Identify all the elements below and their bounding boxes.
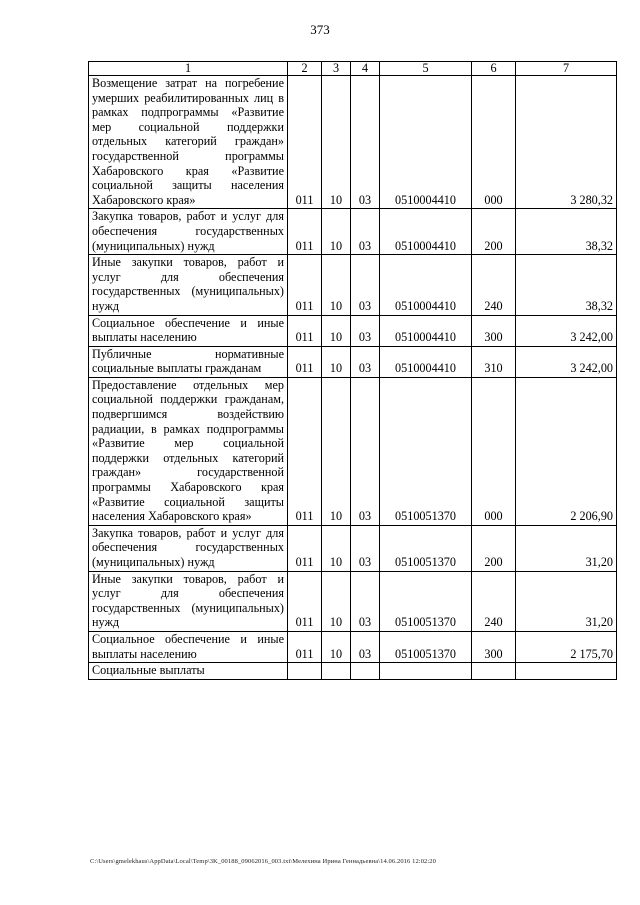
- cell-expense-type: 240: [472, 255, 516, 315]
- budget-table: [88, 61, 617, 680]
- table-row: [89, 209, 617, 255]
- cell-expense-type: [472, 663, 516, 680]
- cell-section-code: 10: [322, 377, 351, 525]
- cell-target-article: 0510051370: [380, 631, 472, 662]
- cell-target-article: 0510051370: [380, 377, 472, 525]
- column-header: 2: [288, 62, 322, 76]
- row-description: Социальное обеспечение и иные выплаты населению: [89, 631, 288, 662]
- cell-section-code: 10: [322, 209, 351, 255]
- cell-subsection-code: 03: [351, 255, 380, 315]
- column-header: 5: [380, 62, 472, 76]
- cell-subsection-code: 03: [351, 631, 380, 662]
- cell-target-article: 0510004410: [380, 76, 472, 209]
- column-header: 7: [516, 62, 617, 76]
- cell-expense-type: 240: [472, 571, 516, 631]
- column-header: 6: [472, 62, 516, 76]
- cell-amount: [516, 663, 617, 680]
- cell-expense-type: 310: [472, 346, 516, 377]
- cell-amount: 2 206,90: [516, 377, 617, 525]
- cell-ministry-code: 011: [288, 571, 322, 631]
- cell-section-code: [322, 663, 351, 680]
- cell-target-article: 0510004410: [380, 255, 472, 315]
- cell-ministry-code: 011: [288, 76, 322, 209]
- cell-subsection-code: 03: [351, 377, 380, 525]
- cell-ministry-code: 011: [288, 525, 322, 571]
- cell-ministry-code: 011: [288, 346, 322, 377]
- row-description: Предоставление отдельных мер социальной поддержки гражданам, подвергшимся воздействию радиации, в рамках подпрограммы «Развитие мер социальной поддержки отдельных категорий граждан» государственной программы Хабаровского края «Развитие социальной защиты населения Хабаровского края»: [89, 377, 288, 525]
- page-number: 373: [310, 22, 330, 37]
- cell-ministry-code: 011: [288, 315, 322, 346]
- cell-section-code: 10: [322, 315, 351, 346]
- cell-expense-type: 300: [472, 315, 516, 346]
- column-header: 1: [89, 62, 288, 76]
- cell-expense-type: 000: [472, 76, 516, 209]
- table-row: [89, 571, 617, 631]
- row-description: Иные закупки товаров, работ и услуг для обеспечения государственных (муниципальных) нужд: [89, 571, 288, 631]
- row-description: Закупка товаров, работ и услуг для обеспечения государственных (муниципальных) нужд: [89, 209, 288, 255]
- row-description: Закупка товаров, работ и услуг для обеспечения государственных (муниципальных) нужд: [89, 525, 288, 571]
- cell-section-code: 10: [322, 571, 351, 631]
- column-header: 3: [322, 62, 351, 76]
- cell-section-code: 10: [322, 346, 351, 377]
- cell-ministry-code: 011: [288, 209, 322, 255]
- cell-target-article: 0510051370: [380, 571, 472, 631]
- table-row: [89, 76, 617, 209]
- column-header: 4: [351, 62, 380, 76]
- table-row: [89, 631, 617, 662]
- cell-target-article: 0510004410: [380, 346, 472, 377]
- cell-ministry-code: 011: [288, 255, 322, 315]
- cell-expense-type: 300: [472, 631, 516, 662]
- cell-ministry-code: 011: [288, 377, 322, 525]
- cell-ministry-code: [288, 663, 322, 680]
- table-row: [89, 346, 617, 377]
- cell-amount: 38,32: [516, 209, 617, 255]
- cell-target-article: 0510004410: [380, 209, 472, 255]
- cell-subsection-code: 03: [351, 571, 380, 631]
- table-header-row: [89, 62, 617, 76]
- cell-amount: 31,20: [516, 571, 617, 631]
- cell-subsection-code: 03: [351, 525, 380, 571]
- cell-amount: 3 280,32: [516, 76, 617, 209]
- cell-target-article: 0510051370: [380, 525, 472, 571]
- footer-file-path: C:\Users\gmelekhaus\AppData\Local\Temp\3K_00188_09062016_003.txt\Мелехина Ирина Геннадьевна\14.06.2016 12:02:20: [90, 858, 437, 865]
- table-row: [89, 255, 617, 315]
- cell-subsection-code: 03: [351, 346, 380, 377]
- cell-target-article: [380, 663, 472, 680]
- cell-amount: 2 175,70: [516, 631, 617, 662]
- cell-subsection-code: [351, 663, 380, 680]
- cell-subsection-code: 03: [351, 315, 380, 346]
- cell-section-code: 10: [322, 76, 351, 209]
- row-description: Возмещение затрат на погребение умерших реабилитированных лиц в рамках подпрограммы «Развитие мер социальной поддержки отдельных категорий граждан» государственной программы Хабаровского края «Развитие социальной защиты населения Хабаровского края»: [89, 76, 288, 209]
- cell-expense-type: 200: [472, 525, 516, 571]
- table-row: [89, 663, 617, 680]
- cell-subsection-code: 03: [351, 209, 380, 255]
- row-description: Публичные нормативные социальные выплаты гражданам: [89, 346, 288, 377]
- table-row: [89, 377, 617, 525]
- cell-section-code: 10: [322, 631, 351, 662]
- table-row: [89, 525, 617, 571]
- row-description: Социальные выплаты: [89, 663, 288, 680]
- cell-expense-type: 000: [472, 377, 516, 525]
- cell-target-article: 0510004410: [380, 315, 472, 346]
- cell-amount: 38,32: [516, 255, 617, 315]
- cell-section-code: 10: [322, 525, 351, 571]
- cell-amount: 3 242,00: [516, 346, 617, 377]
- cell-subsection-code: 03: [351, 76, 380, 209]
- cell-section-code: 10: [322, 255, 351, 315]
- cell-expense-type: 200: [472, 209, 516, 255]
- cell-amount: 3 242,00: [516, 315, 617, 346]
- row-description: Социальное обеспечение и иные выплаты населению: [89, 315, 288, 346]
- table-row: [89, 315, 617, 346]
- cell-amount: 31,20: [516, 525, 617, 571]
- cell-ministry-code: 011: [288, 631, 322, 662]
- row-description: Иные закупки товаров, работ и услуг для обеспечения государственных (муниципальных) нужд: [89, 255, 288, 315]
